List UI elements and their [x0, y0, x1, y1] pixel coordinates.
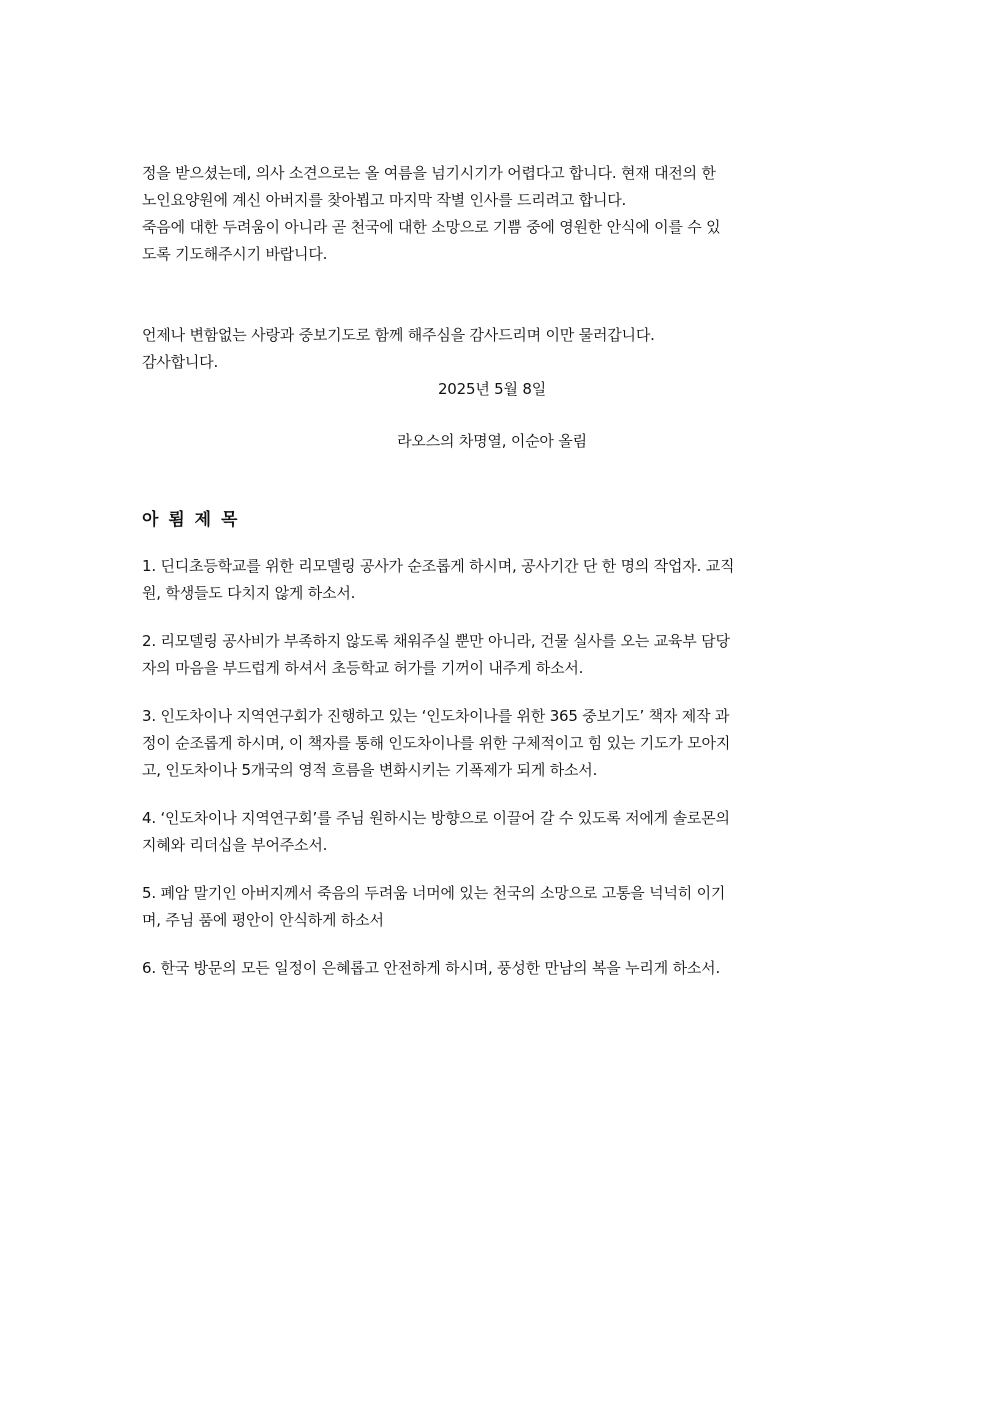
- text-line: 자의 마음을 부드럽게 하셔서 초등학교 허가를 기꺼이 내주게 하소서.: [142, 659, 584, 677]
- text-line: 2. 리모델링 공사비가 부족하지 않도록 채워주실 뿐만 아니라, 건물 실사를 오는 교육부 담당: [142, 632, 730, 650]
- text-line: 정이 순조롭게 하시며, 이 책자를 통해 인도차이나를 위한 구체적이고 힘 있는 기도가 모아지: [142, 734, 731, 752]
- text-line: 6. 한국 방문의 모든 일정이 은혜롭고 안전하게 하시며, 풍성한 만남의 복을 누리게 하소서.: [142, 959, 721, 977]
- letter-date: 2025년 5월 8일: [437, 380, 547, 398]
- prayer-item-3: [142, 703, 812, 784]
- text-line: 5. 폐암 말기인 아버지께서 죽음의 두려움 너머에 있는 천국의 소망으로 고통을 넉넉히 이기: [142, 884, 726, 902]
- document-page: [142, 160, 812, 982]
- prayer-section-heading: 아 룀 제 목: [142, 510, 240, 530]
- text-line: 며, 주님 품에 평안이 안식하게 하소서: [142, 911, 384, 929]
- letter-signature: 라오스의 차명열, 이순아 올림: [397, 432, 587, 450]
- prayer-item-1: [142, 553, 812, 607]
- prayer-list: [142, 553, 812, 982]
- thanks-line: 감사합니다.: [142, 353, 219, 371]
- text-line: 도록 기도해주시기 바랍니다.: [142, 245, 328, 263]
- text-line: 원, 학생들도 다치지 않게 하소서.: [142, 584, 356, 602]
- text-line: 지혜와 리더십을 부어주소서.: [142, 836, 328, 854]
- prayer-item-5: [142, 880, 812, 934]
- prayer-item-4: [142, 805, 812, 859]
- prayer-item-2: [142, 628, 812, 682]
- text-line: 노인요양원에 계신 아버지를 찾아뵙고 마지막 작별 인사를 드리려고 합니다.: [142, 191, 627, 209]
- prayer-item-6: [142, 955, 812, 982]
- text-line: 1. 딘디초등학교를 위한 리모델링 공사가 순조롭게 하시며, 공사기간 단 한 명의 작업자. 교직: [142, 557, 735, 575]
- letter-closing: [142, 322, 812, 376]
- closing-line: 언제나 변함없는 사랑과 중보기도로 함께 해주심을 감사드리며 이만 물러갑니다.: [142, 326, 655, 344]
- text-line: 고, 인도차이나 5개국의 영적 흐름을 변화시키는 기폭제가 되게 하소서.: [142, 761, 598, 779]
- text-line: 3. 인도차이나 지역연구회가 진행하고 있는 ‘인도차이나를 위한 365 중보기도’ 책자 제작 과: [142, 707, 730, 725]
- text-line: 4. ‘인도차이나 지역연구회’를 주님 원하시는 방향으로 이끌어 갈 수 있도록 저에게 솔로몬의: [142, 809, 730, 827]
- text-line: 죽음에 대한 두려움이 아니라 곧 천국에 대한 소망으로 기쁨 중에 영원한 안식에 이를 수 있: [142, 218, 721, 236]
- letter-paragraph: [142, 160, 812, 268]
- spacer: [142, 268, 812, 322]
- text-line: 정을 받으셨는데, 의사 소견으로는 올 여름을 넘기시기가 어렵다고 합니다. 현재 대전의 한: [142, 164, 716, 182]
